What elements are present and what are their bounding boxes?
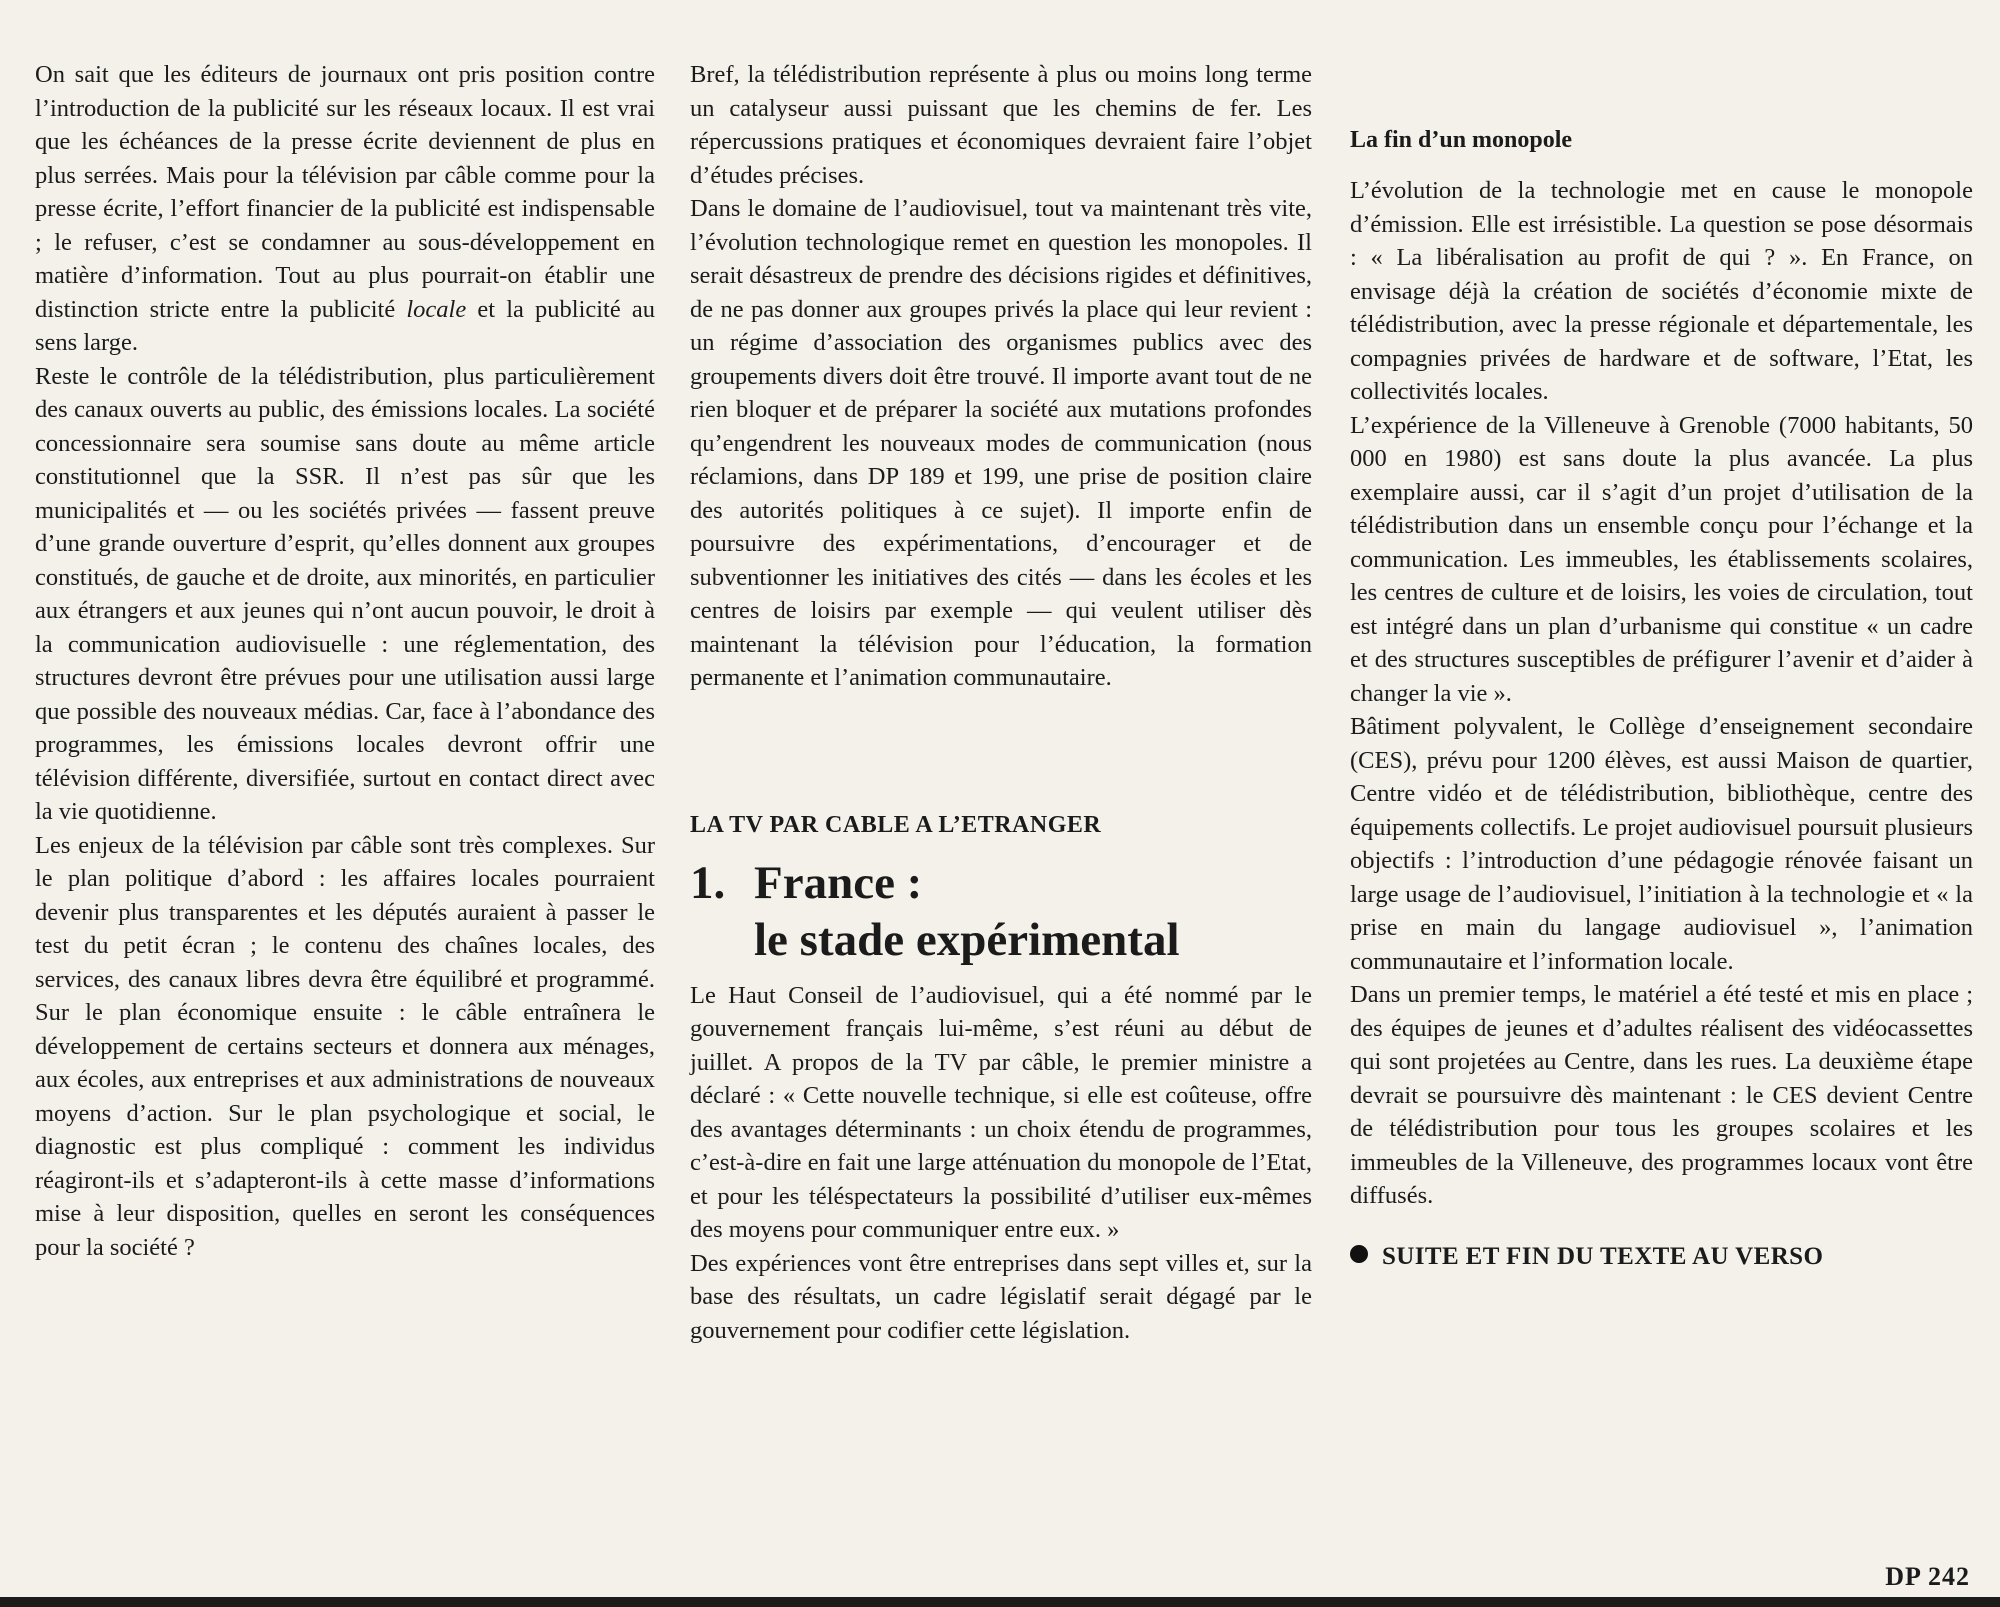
bottom-rule xyxy=(0,1597,2000,1607)
column-2 xyxy=(690,58,1312,1347)
paragraph-bref: Bref, la télédistribution représente à plus ou moins long terme un catalyseur aussi puissant que les chemins de fer. Les répercussions pratiques et économiques devraient faire l’objet d’études précises. xyxy=(690,61,1312,189)
paragraph-premier-temps: Dans un premier temps, le matériel a été testé et mis en place ; des équipes de jeunes et d’adultes réalisent des vidéocassettes qui sont projetées au Centre, dans les rues. La deuxième étape devrait se poursuivre dès maintenant : le CES devient Centre de télédistribution pour tous les groupes scolaires et les immeubles de la Villeneuve, des programmes locaux vont être diffusés. xyxy=(1350,981,1973,1209)
column-3 xyxy=(1350,127,1973,1271)
paragraph-haut-conseil: Le Haut Conseil de l’audiovisuel, qui a été nommé par le gouvernement français lui-même, s’est réuni au début de juillet. A propos de la TV par câble, le premier ministre a déclaré : « Cette nouvelle technique, si elle est coûteuse, offre des avantages déterminants : un choix étendu de programmes, c’est-à-dire en fait une large atténuation du monopole de l’Etat, et pour les téléspectateurs la possibilité d’utiliser eux-mêmes des moyens pour communiquer entre eux. » xyxy=(690,981,1312,1243)
bullet-icon xyxy=(1350,1245,1368,1263)
subheading-fin-monopole: La fin d’un monopole xyxy=(1350,127,1573,153)
article-title xyxy=(690,855,1312,969)
column-1 xyxy=(35,58,655,1264)
title-line-1: France : xyxy=(754,856,923,909)
paragraph-enjeux: Les enjeux de la télévision par câble sont très complexes. Sur le plan politique d’abord : les affaires locales pourraient devenir plus transparentes et les députés auraient à passer le test du petit écran ; le contenu des chaînes locales, des services, des canaux libres devra être équilibré et programmé. Sur le plan économique ensuite : le câble entraînera le développement de certains secteurs et donnera aux ménages, aux écoles, aux entreprises et aux administrations de nouveaux moyens d’action. Sur le plan psychologique et social, le diagnostic est plus compliqué : comment les individus réagiront-ils et s’adapteront-ils à cette masse d’informations mise à leur disposition, quelles en seront les conséquences pour la société ? xyxy=(35,831,655,1261)
title-number: 1. xyxy=(690,856,726,909)
issue-code: DP 242 xyxy=(1885,1562,1970,1591)
paragraph-evolution: L’évolution de la technologie met en cause le monopole d’émission. Elle est irrésistible. La question se pose désormais : « La libéralisation au profit de qui ? ». En France, on envisage déjà la création de sociétés d’économie mixte de télédistribution, avec la presse régionale et départementale, les compagnies privées de hardware et de software, l’Etat, les collectivités locales. xyxy=(1350,177,1973,405)
paragraph-villeneuve: L’expérience de la Villeneuve à Grenoble (7000 habitants, 50 000 en 1980) est sans doute la plus avancée. La plus exemplaire aussi, car il s’agit d’un projet d’utilisation de la télédistribution dans un ensemble conçu pour l’échange et la communication. Les immeubles, les établissements scolaires, les centres de culture et de loisirs, les voies de circulation, tout est intégré dans un plan d’urbanisme qui constitue « un cadre et des structures susceptibles de préfigurer l’avenir et d’aider à changer la vie ». xyxy=(1350,411,1973,707)
continued-notice: SUITE ET FIN DU TEXTE AU VERSO xyxy=(1350,1243,1973,1271)
paragraph-experiences: Des expériences vont être entreprises dans sept villes et, sur la base des résultats, un cadre législatif serait dégagé par le gouvernement pour codifier cette législation. xyxy=(690,1249,1312,1344)
paragraph-publicite: On sait que les éditeurs de journaux ont pris position contre l’introduction de la publicité sur les réseaux locaux. Il est vrai que les échéances de la presse écrite deviennent de plus en plus serrées. Mais pour la télévision par câble comme pour la presse écrite, l’effort financier de la publicité est indispensable ; le refuser, c’est se condamner au sous-développement en matière d’information. Tout au plus pourrait-on établir une distinction stricte entre la publicité locale et la publicité au sens large. xyxy=(35,61,655,356)
paragraph-audiovisuel: Dans le domaine de l’audiovisuel, tout va maintenant très vite, l’évolution technologique remet en question les monopoles. Il serait désastreux de prendre des décisions rigides et définitives, de ne pas donner aux groupes privés la place qui leur revient : un régime d’association des organismes publics avec des groupements divers doit être trouvé. Il importe avant tout de ne rien bloquer et de préparer la société aux mutations profondes qu’engendrent les nouveaux modes de communication (nous réclamions, dans DP 189 et 199, une prise de position claire des autorités politiques à ce sujet). Il importe enfin de poursuivre des expérimentations, d’encourager et de subventionner les initiatives des cités — dans les écoles et les centres de loisirs par exemple — qui veulent utiliser dès maintenant la télévision pour l’éducation, la formation permanente et l’animation communautaire. xyxy=(690,195,1312,691)
paragraph-controle: Reste le contrôle de la télédistribution, plus particulièrement des canaux ouverts au public, des émissions locales. La société concessionnaire sera soumise sans doute au même article constitutionnel que la SSR. Il n’est pas sûr que les municipalités et — ou les sociétés privées — fassent preuve d’une grande ouverture d’esprit, qu’elles donnent aux groupes constitués, de gauche et de droite, aux minorités, en particulier aux étrangers et aux jeunes qui n’ont aucun pouvoir, le droit à la communication audiovisuelle : une réglementation, des structures devront être prévues pour une utilisation aussi large que possible des nouveaux médias. Car, face à l’abondance des programmes, les émissions locales devront offrir une télévision différente, diversifiée, surtout en contact direct avec la vie quotidienne. xyxy=(35,362,655,825)
paragraph-batiment: Bâtiment polyvalent, le Collège d’enseignement secondaire (CES), prévu pour 1200 élèves, est aussi Maison de quartier, Centre vidéo et de télédistribution, bibliothèque, centre des équipements collectifs. Le projet audiovisuel poursuit plusieurs objectifs : l’introduction d’une pédagogie rénovée faisant un large usage de l’audiovisuel, l’initiation à la technologie et « la prise en main du langage audiovisuel », l’animation communautaire et l’information locale. xyxy=(1350,713,1973,975)
title-line-2: le stade expérimental xyxy=(754,913,1180,966)
section-label: LA TV PAR CABLE A L’ETRANGER xyxy=(690,811,1102,838)
